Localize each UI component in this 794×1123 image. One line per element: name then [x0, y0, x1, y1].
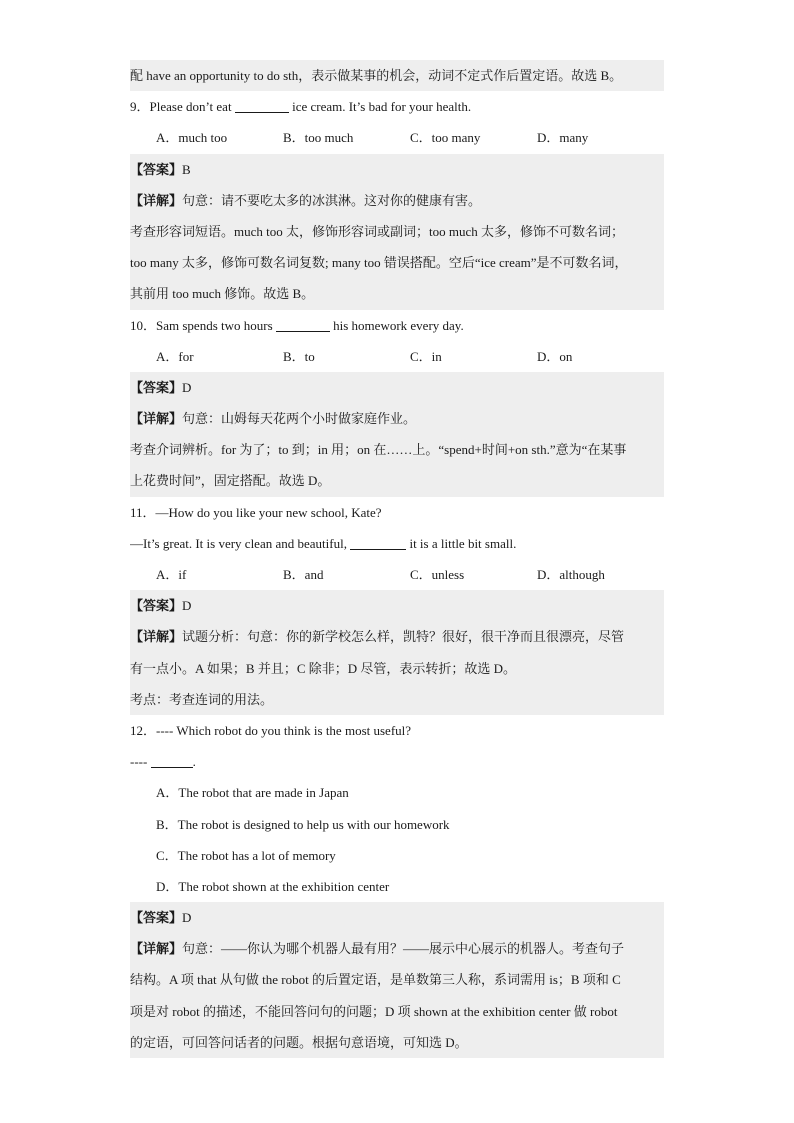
- question-9-detail-line-4: 其前用 too much 修饰。故选 B。: [130, 278, 664, 309]
- question-12-option-d: D．The robot shown at the exhibition center: [156, 878, 390, 894]
- question-12-answer: 【答案】D: [130, 902, 664, 933]
- question-11-text-start: —It’s great. It is very clean and beautiful,: [130, 535, 351, 551]
- question-9-text-start: 9．Please don’t eat: [130, 99, 235, 115]
- question-9-options: [130, 122, 664, 153]
- question-10-option-b: B．to: [283, 348, 315, 364]
- question-9-option-c: C．too many: [410, 130, 481, 146]
- section-marker: 【详解】: [130, 411, 183, 427]
- section-marker: 【详解】: [130, 941, 183, 957]
- question-11-line-1: 11．—How do you like your new school, Kate?: [130, 504, 382, 520]
- question-9-option-d: D．many: [537, 130, 589, 146]
- question-11-blank: [350, 535, 406, 550]
- question-12-blank: [151, 753, 193, 768]
- question-10-detail-line-3: 上花费时间”，固定搭配。故选 D。: [130, 465, 664, 496]
- question-10-option-c: C．in: [410, 348, 442, 364]
- question-9-blank: [235, 98, 289, 113]
- question-12-line-1: 12．---- Which robot do you think is the most useful?: [130, 722, 412, 738]
- question-10-detail-line-2: 考查介词辨析。for 为了；to 到；in 用；on 在……上。“spend+时间+on sth.”意为“在某事: [130, 434, 664, 465]
- question-10-text-end: his homework every day.: [329, 317, 464, 333]
- question-9-detail-line-1: 【详解】句意：请不要吃太多的冰淇淋。这对你的健康有害。: [130, 185, 664, 216]
- section-marker: 【答案】: [130, 161, 183, 177]
- question-11-option-a: A．if: [156, 567, 187, 582]
- question-12-option-c: C．The robot has a lot of memory: [156, 847, 336, 863]
- question-12-line-2: [130, 746, 664, 777]
- section-marker: 【详解】: [130, 192, 183, 208]
- question-11-detail-line-1: 【详解】试题分析：句意：你的新学校怎么样，凯特？很好，很干净而且很漂亮，尽管: [130, 621, 664, 652]
- question-9-option-b: B．too much: [283, 130, 354, 146]
- question-12-option-a: A．The robot that are made in Japan: [156, 785, 349, 801]
- question-10-blank: [276, 317, 330, 332]
- question-11-option-d: D．although: [537, 567, 605, 582]
- question-12-detail-line-1: 【详解】句意：——你认为哪个机器人最有用？——展示中心展示的机器人。考查句子: [130, 933, 664, 964]
- question-12-detail-line-4: 的定语，可回答问话者的问题。根据句意语境，可知选 D。: [130, 1027, 664, 1058]
- question-11-text-end: it is a little bit small.: [406, 535, 517, 551]
- question-9-text-end: ice cream. It’s bad for your health.: [288, 99, 472, 115]
- section-marker: 【答案】: [130, 910, 183, 926]
- question-12-text-end: .: [192, 754, 196, 770]
- question-11-option-c: C．unless: [410, 567, 465, 582]
- question-9-detail-line-2: 考查形容词短语。much too 太，修饰形容词或副词；too much 太多，修饰不可数名词；: [130, 216, 664, 247]
- section-marker: 【答案】: [130, 598, 183, 614]
- question-12-detail-line-3: 项是对 robot 的描述，不能回答问句的问题；D 项 shown at the exhibition center 做 robot: [130, 996, 664, 1027]
- question-10-text-start: 10．Sam spends two hours: [130, 317, 276, 333]
- question-11-line-2: [130, 528, 664, 559]
- question-11-options: [130, 559, 664, 590]
- question-11-answer: 【答案】D: [130, 590, 664, 621]
- question-10-option-a: A．for: [156, 348, 194, 364]
- document-page: [130, 60, 664, 1058]
- question-12-text-start: ----: [130, 754, 151, 770]
- question-9-option-a: A．much too: [156, 130, 228, 146]
- question-11-option-b: B．and: [283, 567, 324, 582]
- question-10-answer: 【答案】D: [130, 372, 664, 403]
- question-10-options: [130, 341, 664, 372]
- section-marker: 【答案】: [130, 379, 183, 395]
- question-12-detail-line-2: 结构。A 项 that 从句做 the robot 的后置定语，是单数第三人称，系词需用 is；B 项和 C: [130, 964, 664, 995]
- question-9-answer: 【答案】B: [130, 154, 664, 185]
- question-12-option-b: B．The robot is designed to help us with our homework: [156, 816, 450, 832]
- section-marker: 【详解】: [130, 629, 183, 645]
- question-9: [130, 91, 664, 122]
- question-9-detail-line-3: too many 太多，修饰可数名词复数; many too 错误搭配。空后“ice cream”是不可数名词，: [130, 247, 664, 278]
- question-10-detail-line-1: 【详解】句意：山姆每天花两个小时做家庭作业。: [130, 403, 664, 434]
- question-10: [130, 310, 664, 341]
- previous-explanation-continuation: 配 have an opportunity to do sth，表示做某事的机会，动词不定式作后置定语。故选 B。: [130, 60, 664, 91]
- question-11-detail-line-2: 有一点小。A 如果；B 并且；C 除非；D 尽管，表示转折；故选 D。: [130, 653, 664, 684]
- question-10-option-d: D．on: [537, 348, 573, 364]
- question-11-detail-line-3: 考点：考查连词的用法。: [130, 684, 664, 715]
